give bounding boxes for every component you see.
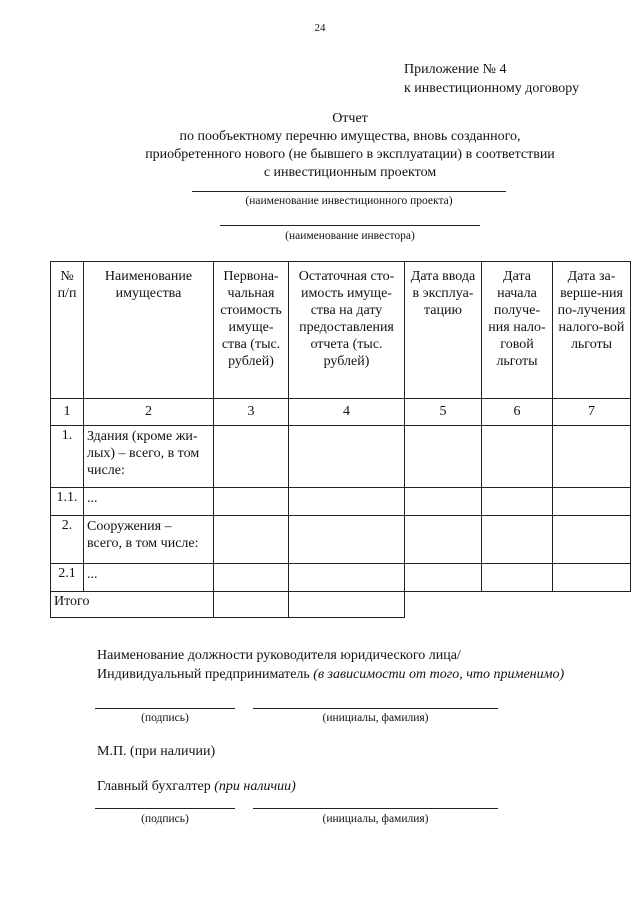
cell-initial-cost[interactable] [214,426,289,488]
cell-total-initial-cost[interactable] [214,592,289,618]
accountant-name-line[interactable] [253,808,498,809]
project-name-line[interactable] [192,191,506,192]
row-number: 2. [51,516,84,564]
appendix-heading [404,60,579,98]
seal-label: М.П. (при наличии) [97,744,216,759]
position-line-2-text: Индивидуальный предприниматель [97,667,310,682]
column-number: 4 [289,399,405,426]
table-row [51,516,631,564]
total-empty-cell [482,592,553,618]
cell-benefit-start-date[interactable] [482,564,553,592]
accountant-note: (при наличии) [214,779,296,794]
position-line-2 [97,665,564,684]
investor-name-caption: (наименование инвестора) [285,230,415,242]
cell-benefit-start-date[interactable] [482,516,553,564]
table-row [51,488,631,516]
table-row [51,426,631,488]
position-line-1: Наименование должности руководителя юридического лица/ [97,648,461,663]
accountant-label: Главный бухгалтер [97,779,211,794]
table-header-row [51,262,631,399]
accountant-name-caption: (инициалы, фамилия) [322,813,429,825]
cell-initial-cost[interactable] [214,564,289,592]
table-row [51,564,631,592]
name-caption: (инициалы, фамилия) [322,712,429,724]
header-benefit-start-date: Дата начала получе-ния нало-говой льготы [482,262,553,399]
column-number-row [51,399,631,426]
cell-initial-cost[interactable] [214,488,289,516]
title-line-1: Отчет [332,111,368,126]
position-block [97,646,564,684]
total-row [51,592,631,618]
total-label: Итого [51,592,214,618]
header-commissioning-date: Дата ввода в эксплуа-тацию [405,262,482,399]
accountant-block [97,777,296,796]
cell-residual-cost[interactable] [289,488,405,516]
header-initial-cost: Первона-чальная стоимость имуще-ства (тыс. рублей) [214,262,289,399]
position-note: (в зависимости от того, что применимо) [313,667,565,682]
cell-benefit-end-date[interactable] [553,426,631,488]
accountant-signature-line[interactable] [95,808,235,809]
row-property-name: ... [84,564,214,592]
cell-benefit-end-date[interactable] [553,488,631,516]
header-residual-cost: Остаточная сто-имость имуще-ства на дату предоставления отчета (тыс. рублей) [289,262,405,399]
accountant-signature-caption: (подпись) [141,813,189,825]
column-number: 5 [405,399,482,426]
column-number: 6 [482,399,553,426]
appendix-line-2: к инвестиционному договору [404,81,580,96]
row-property-name: Сооружения – всего, в том числе: [84,516,214,564]
project-name-caption: (наименование инвестиционного проекта) [245,195,453,207]
signature-line[interactable] [95,708,235,709]
total-empty-cell [405,592,482,618]
signature-caption: (подпись) [141,712,189,724]
cell-commissioning-date[interactable] [405,516,482,564]
cell-benefit-start-date[interactable] [482,426,553,488]
row-property-name: ... [84,488,214,516]
column-number: 2 [84,399,214,426]
title-line-2: по пообъектному перечню имущества, вновь созданного, [179,129,521,144]
header-number: № п/п [51,262,84,399]
row-number: 1.1. [51,488,84,516]
total-empty-cell [553,592,631,618]
cell-initial-cost[interactable] [214,516,289,564]
investor-name-line[interactable] [220,225,480,226]
cell-commissioning-date[interactable] [405,488,482,516]
row-property-name: Здания (кроме жи-лых) – всего, в том числе: [84,426,214,488]
header-benefit-end-date: Дата за-верше-ния по-лучения налого-вой льготы [553,262,631,399]
cell-commissioning-date[interactable] [405,426,482,488]
header-property-name: Наименование имущества [84,262,214,399]
title-line-3: приобретенного нового (не бывшего в эксплуатации) в соответствии [145,147,555,162]
name-line[interactable] [253,708,498,709]
property-table [50,261,631,618]
title-line-4: с инвестиционным проектом [263,165,437,180]
cell-residual-cost[interactable] [289,564,405,592]
cell-commissioning-date[interactable] [405,564,482,592]
cell-residual-cost[interactable] [289,426,405,488]
report-title [0,110,640,182]
row-number: 2.1 [51,564,84,592]
cell-total-residual-cost[interactable] [289,592,405,618]
appendix-line-1: Приложение № 4 [404,62,507,77]
cell-benefit-end-date[interactable] [553,516,631,564]
cell-residual-cost[interactable] [289,516,405,564]
column-number: 3 [214,399,289,426]
column-number: 1 [51,399,84,426]
cell-benefit-start-date[interactable] [482,488,553,516]
column-number: 7 [553,399,631,426]
cell-benefit-end-date[interactable] [553,564,631,592]
page-number: 24 [314,22,326,34]
row-number: 1. [51,426,84,488]
